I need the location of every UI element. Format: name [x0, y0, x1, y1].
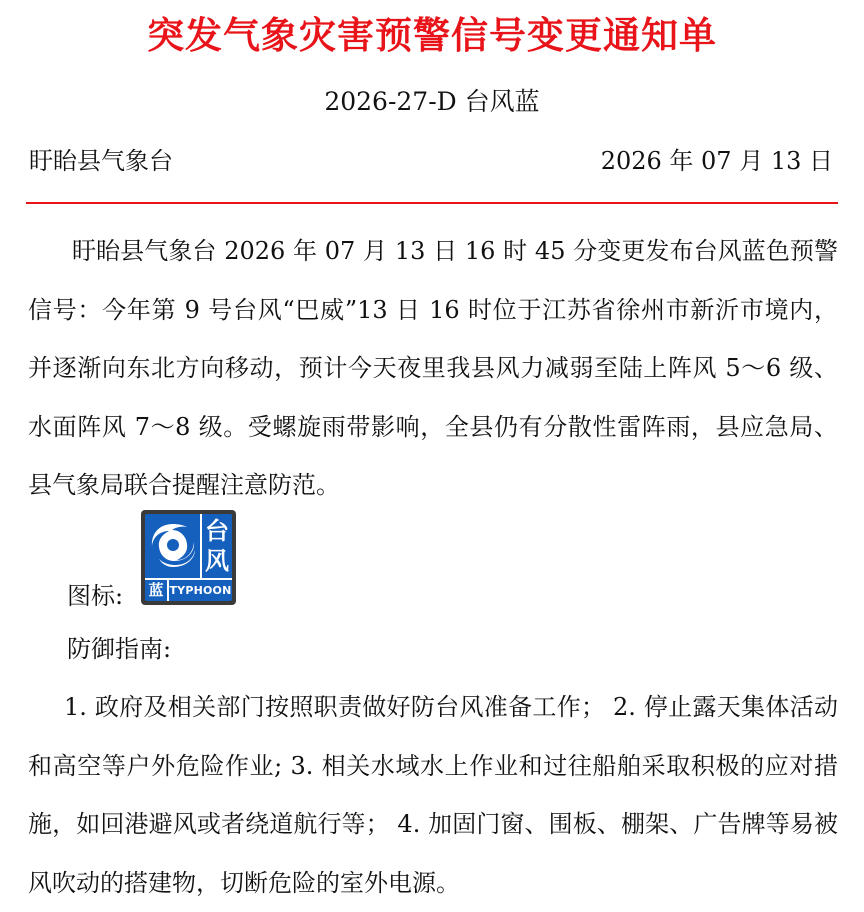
- badge-char-bottom: 风: [205, 547, 229, 575]
- notice-title: 突发气象灾害预警信号变更通知单: [147, 13, 717, 57]
- guide-text: 1. 政府及相关部门按照职责做好防台风准备工作； 2. 停止露天集体活动和高空等户外危险作业; 3. 相关水域水上作业和过往船舶采取积极的应对措施，如回港避风或者绕道航行等； 4. 加固门窗、围板、棚架、广告牌等易被风吹动的搭建物，切断危险的室外电源。: [28, 693, 838, 897]
- guide-label: 防御指南:: [67, 635, 172, 663]
- typhoon-swirl-icon: [147, 516, 199, 576]
- header-divider: [26, 202, 838, 204]
- badge-level-label: 蓝: [148, 581, 164, 599]
- badge-panel: [145, 514, 232, 601]
- badge-char-top: 台: [205, 517, 229, 545]
- signal-code: 2026-27-D 台风蓝: [324, 87, 540, 116]
- issue-date: 2026 年 07 月 13 日: [600, 147, 833, 175]
- icon-label: 图标:: [67, 582, 124, 610]
- issuer-name: 盱眙县气象台: [29, 147, 173, 175]
- notice-body: 盱眙县气象台 2026 年 07 月 13 日 16 时 45 分变更发布台风蓝色预警信号：今年第 9 号台风“巴威”13 日 16 时位于江苏省徐州市新沂市境内，并逐渐向东北方向移动，预计今天夜里我县风力减弱至陆上阵风 5～6 级、水面阵风 7～8 级。受螺旋雨带影响，全县仍有分散性雷阵雨，县应急局、县气象局联合提醒注意防范。: [28, 237, 838, 499]
- typhoon-blue-badge: [141, 510, 236, 605]
- badge-english-label: TYPHOON: [169, 584, 232, 597]
